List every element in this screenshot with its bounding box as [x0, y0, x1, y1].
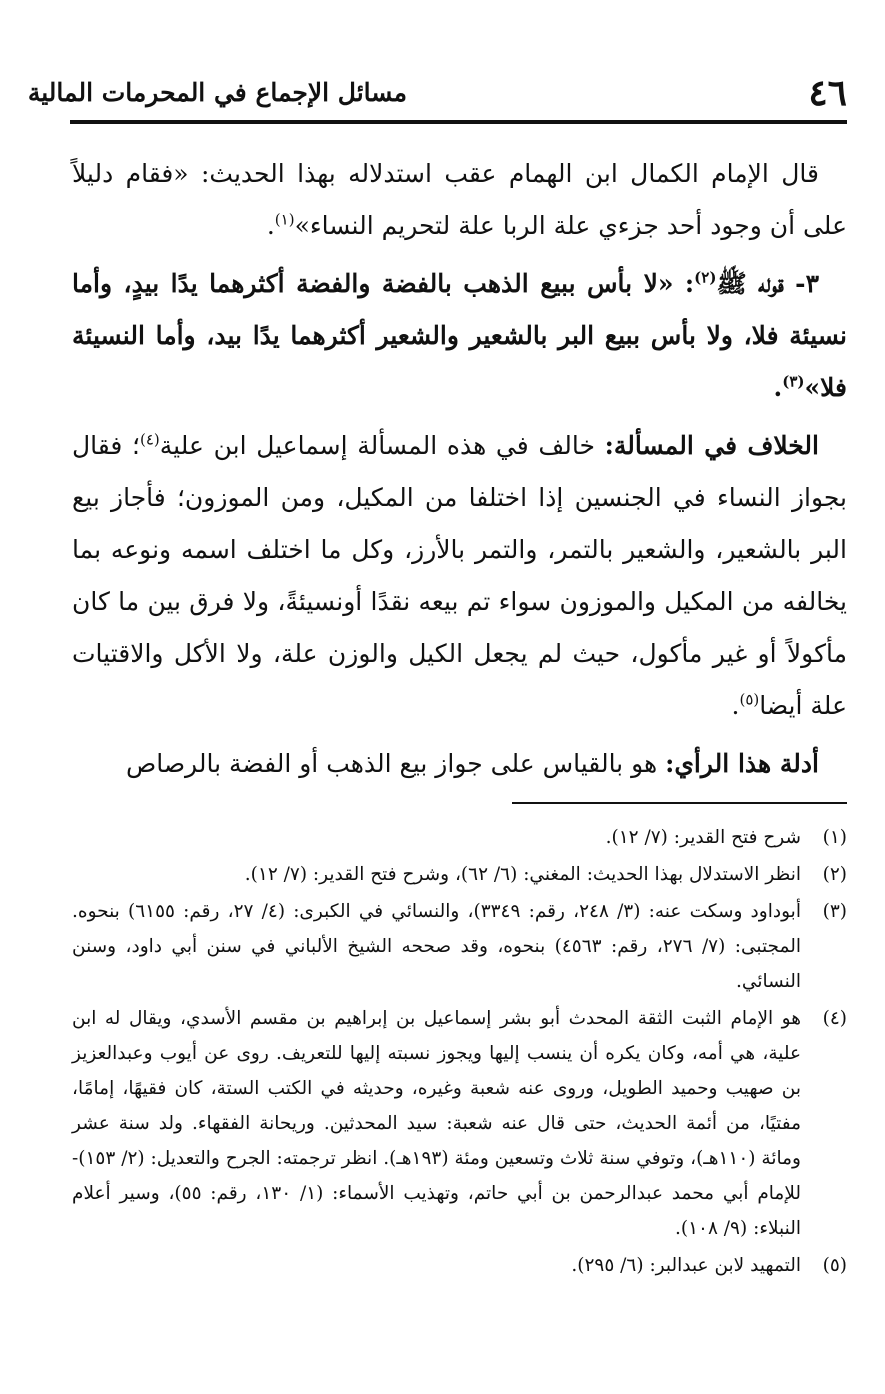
paragraph-3 [72, 420, 847, 732]
hadith-number: ٣- قوله ﷺ [716, 269, 819, 298]
paragraph-2-end: . [773, 373, 783, 402]
paragraph-2 [72, 258, 847, 414]
paragraph-4-text: هو بالقياس على جواز بيع الذهب أو الفضة بالرصاص [125, 749, 666, 778]
footnote-number: (١) [822, 827, 847, 848]
hadith-text: : «لا بأس ببيع الذهب بالفضة والفضة أكثرهما يدًا بيدٍ، وأما نسيئة فلا، ولا بأس ببيع البر بالشعير والشعير أكثرهما يدًا بيد، وأما النسيئة فلا» [72, 269, 847, 402]
footnote-ref-3: (٣) [782, 372, 805, 391]
footnote-separator [512, 802, 847, 804]
paragraph-1 [72, 148, 847, 252]
paragraph-3-text-b: ؛ فقال بجواز النساء في الجنسين إذا اختلفا من المكيل، ومن الموزون؛ فأجاز بيع البر بالشعير، والشعير بالتمر، والتمر بالأرز، وكل ما اختلف اسمه ونوعه بما يخالفه من المكيل والموزون سواء تم بيعه نقدًا أونسيئةً، ولا فرق بين ما كان مأكولاً أو غير مأكول، حيث لم يجعل الكيل والوزن علة، ولا الأكل والاقتيات علة أيضا [72, 431, 847, 720]
footnote-text: أبوداود وسكت عنه: (٣/ ٢٤٨، رقم: ٣٣٤٩)، والنسائي في الكبرى: (٤/ ٢٧، رقم: ٦١٥٥) بنحوه. المجتبى: (٧/ ٢٧٦، رقم: ٤٥٦٣) بنحوه، وقد صححه الشيخ الألباني في سنن أبي داود، وسنن النسائي. [72, 901, 801, 992]
footnotes [72, 820, 847, 1285]
running-title: مسائل الإجماع في المحرمات المالية [27, 78, 407, 107]
footnote-number: (٥) [822, 1255, 847, 1276]
paragraph-3-text-a: خالف في هذه المسألة إسماعيل ابن علية [159, 431, 605, 460]
footnote-item [72, 820, 847, 855]
section-heading-disagreement: الخلاف في المسألة: [604, 431, 819, 460]
footnote-number: (٣) [822, 901, 847, 922]
footnote-text: انظر الاستدلال بهذا الحديث: المغني: (٦/ ٦٢)، وشرح فتح القدير: (٧/ ١٢). [244, 864, 801, 885]
footnote-text: التمهيد لابن عبدالبر: (٦/ ٢٩٥). [571, 1255, 801, 1276]
paragraph-1-text: قال الإمام الكمال ابن الهمام عقب استدلاله بهذا الحديث: «فقام دليلاً على أن وجود أحد جزءي علة الربا علة لتحريم النساء» [72, 159, 847, 240]
footnote-item [72, 1248, 847, 1283]
footnote-item [72, 894, 847, 999]
main-text [72, 148, 847, 796]
footnote-text: هو الإمام الثبت الثقة المحدث أبو بشر إسماعيل بن إبراهيم بن مقسم الأسدي، ويقال له ابن علية، هي أمه، وكان يكره أن ينسب إليها ويجوز نسبته إليها للتعريف. روى عن أيوب وعبدالعزيز بن صهيب وحميد الطويل، وروى عنه شعبة وغيره، وحديثه في الكتب الستة، كان فقيهًا، إمامًا، مفتيًا، من أئمة الحديث، حتى قال عنه شعبة: سيد المحدثين. وريحانة الفقهاء. ولد سنة عشر ومائة (١١٠هـ)، وتوفي سنة ثلاث وتسعين ومئة (١٩٣هـ). انظر ترجمته: الجرح والتعديل: (٢/ ١٥٣)- للإمام أبي محمد عبدالرحمن بن أبي حاتم، وتهذيب الأسماء: (١/ ١٣٠، رقم: ٥٥)، وسير أعلام النبلاء: (٩/ ١٠٨). [72, 1008, 801, 1239]
footnote-ref-2: (٢) [694, 268, 717, 287]
header-rule [70, 120, 847, 124]
page-number: ٤٦ [808, 72, 847, 114]
footnote-item [72, 1001, 847, 1246]
footnote-text: شرح فتح القدير: (٧/ ١٢). [605, 827, 801, 848]
footnote-ref-5: (٥) [739, 690, 760, 709]
paragraph-3-end: . [731, 691, 740, 720]
footnote-ref-4: (٤) [140, 430, 160, 449]
page-header [27, 72, 847, 118]
footnote-ref-1: (١) [274, 210, 295, 229]
paragraph-4 [72, 738, 847, 790]
footnote-item [72, 857, 847, 892]
paragraph-1-end: . [266, 211, 275, 240]
footnote-number: (٢) [822, 864, 847, 885]
footnote-number: (٤) [822, 1008, 847, 1029]
section-heading-evidence: أدلة هذا الرأي: [665, 749, 819, 778]
